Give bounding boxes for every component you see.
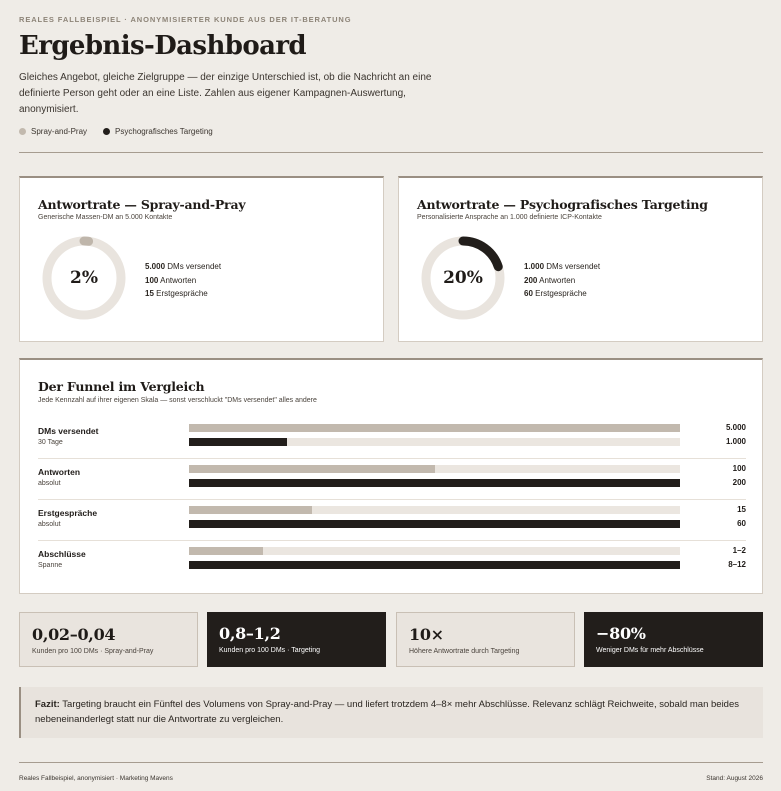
- bar-track-targeting: [189, 561, 680, 569]
- stat-row: [524, 274, 600, 288]
- bar-targeting: [189, 479, 680, 487]
- footer-date: Stand: August 2026: [706, 775, 763, 782]
- stat-label: Erstgespräche: [535, 289, 587, 298]
- legend-dot-targeting: [103, 128, 110, 135]
- stat-label: Erstgespräche: [156, 289, 208, 298]
- bar-track-spray: [189, 506, 680, 514]
- stat-value: 200: [524, 275, 538, 285]
- stat-value: 1.000: [524, 262, 545, 271]
- stat-row: [145, 274, 221, 288]
- kpi-tile-dm-reduction: [584, 612, 763, 667]
- value-targeting: 200: [732, 478, 746, 487]
- value-targeting: 60: [737, 519, 746, 528]
- legend: [19, 127, 213, 136]
- bar-targeting: [189, 520, 680, 528]
- funnel-subtitle: Jede Kennzahl auf ihrer eigenen Skala — sonst verschluckt "DMs versendet" alles andere: [38, 397, 317, 404]
- kpi-tile-targeting-customers: [207, 612, 386, 667]
- kpi-label: Weniger DMs für mehr Abschlüsse: [596, 647, 704, 654]
- bar-spray: [189, 424, 680, 432]
- footer-divider: [19, 762, 763, 763]
- donut-value: 20%: [443, 268, 483, 288]
- card-title: Antwortrate — Psychografisches Targeting: [417, 197, 708, 212]
- bar-track-spray: [189, 424, 680, 432]
- footer-credit: Reales Fallbeispiel, anonymisiert · Marketing Mavens: [19, 775, 173, 782]
- bar-track-spray: [189, 547, 680, 555]
- row-sub: 30 Tage: [38, 439, 63, 446]
- value-targeting: 1.000: [725, 437, 746, 446]
- stat-label: DMs versendet: [546, 262, 601, 271]
- kpi-label: Höhere Antwortrate durch Targeting: [409, 648, 520, 655]
- header-divider: [19, 152, 763, 153]
- row-divider: [38, 458, 746, 459]
- row-sub: absolut: [38, 521, 61, 528]
- row-name: Erstgespräche: [38, 508, 98, 518]
- bar-targeting: [189, 438, 287, 446]
- card-subtitle: Personalisierte Ansprache an 1.000 definierte ICP-Kontakte: [417, 214, 602, 221]
- intro-text: Gleiches Angebot, gleiche Zielgruppe — der einzige Unterschied ist, ob die Nachricht an eine definierte Person geht oder an eine Liste. Zahlen aus eigener Kampagnen-Auswertung, anonymisiert.: [19, 72, 432, 115]
- bar-track-targeting: [189, 520, 680, 528]
- bar-spray: [189, 506, 312, 514]
- funnel-row-dms: [38, 423, 746, 463]
- stat-value: 100: [145, 275, 159, 285]
- bar-spray: [189, 465, 435, 473]
- row-divider: [38, 540, 746, 541]
- kpi-tile-spray-customers: [19, 612, 198, 667]
- row-name: Abschlüsse: [38, 549, 86, 559]
- value-targeting: 8–12: [728, 560, 746, 569]
- legend-dot-spray: [19, 128, 26, 135]
- stat-label: Antworten: [160, 275, 197, 285]
- legend-label-spray: Spray-and-Pray: [31, 127, 88, 136]
- row-name: DMs versendet: [38, 426, 99, 436]
- funnel-row-erstgespraeche: [38, 505, 746, 545]
- funnel-row-abschluesse: [38, 546, 746, 586]
- stat-label: DMs versendet: [167, 262, 222, 271]
- row-sub: Spanne: [38, 562, 63, 569]
- row-name: Antworten: [38, 467, 81, 477]
- legend-label-targeting: Psychografisches Targeting: [115, 127, 213, 136]
- value-spray: 15: [737, 505, 746, 514]
- bar-targeting: [189, 561, 680, 569]
- kpi-label: Kunden pro 100 DMs · Spray-and-Pray: [32, 648, 154, 655]
- legend-item-spray: [19, 127, 87, 136]
- stat-row: [145, 287, 221, 301]
- bar-track-spray: [189, 465, 680, 473]
- card-title: Antwortrate — Spray-and-Pray: [38, 197, 246, 212]
- stat-row: [145, 260, 221, 274]
- kpi-label: Kunden pro 100 DMs · Targeting: [219, 647, 321, 654]
- stat-label: Antworten: [539, 275, 576, 285]
- funnel-title: Der Funnel im Vergleich: [38, 379, 205, 394]
- conclusion-lead: Fazit:: [35, 699, 60, 710]
- kpi-value: 0,02–0,04: [32, 625, 116, 644]
- card-targeting: [398, 176, 763, 342]
- kpi-tile-response-multiplier: [396, 612, 575, 667]
- value-spray: 1–2: [732, 546, 746, 555]
- stat-value: 15: [145, 289, 154, 298]
- bar-track-targeting: [189, 479, 680, 487]
- kpi-value: 0,8–1,2: [219, 624, 281, 643]
- card-stats: [145, 260, 221, 301]
- card-subtitle: Generische Massen-DM an 5.000 Kontakte: [38, 214, 173, 221]
- stat-row: [524, 287, 600, 301]
- card-stats: [524, 260, 600, 301]
- conclusion-box: [19, 687, 763, 738]
- funnel-row-antworten: [38, 464, 746, 504]
- page-title: Ergebnis-Dashboard: [19, 31, 307, 61]
- card-spray: [19, 176, 384, 342]
- kpi-value: 10×: [409, 625, 444, 644]
- conclusion-body: Targeting braucht ein Fünftel des Volumens von Spray-and-Pray — und liefert trotzdem 4–8× mehr Abschlüsse. Relevanz schlägt Reichweite, sobald man beides nebeneinanderlegt statt nur die Antwortrate zu vergleichen.: [35, 699, 739, 725]
- donut-value: 2%: [70, 268, 98, 288]
- row-divider: [38, 499, 746, 500]
- bar-spray: [189, 547, 263, 555]
- eyebrow: REALES FALLBEISPIEL · ANONYMISIERTER KUNDE AUS DER IT-BERATUNG: [19, 15, 352, 24]
- bar-track-targeting: [189, 438, 680, 446]
- kpi-value: −80%: [596, 624, 646, 643]
- stat-value: 60: [524, 289, 533, 298]
- legend-item-targeting: [103, 127, 213, 136]
- funnel-card: [19, 358, 763, 594]
- value-spray: 100: [732, 464, 746, 473]
- stat-row: [524, 260, 600, 274]
- conclusion-text: [35, 697, 745, 727]
- value-spray: 5.000: [725, 423, 746, 432]
- stat-value: 5.000: [145, 262, 166, 271]
- row-sub: absolut: [38, 480, 61, 487]
